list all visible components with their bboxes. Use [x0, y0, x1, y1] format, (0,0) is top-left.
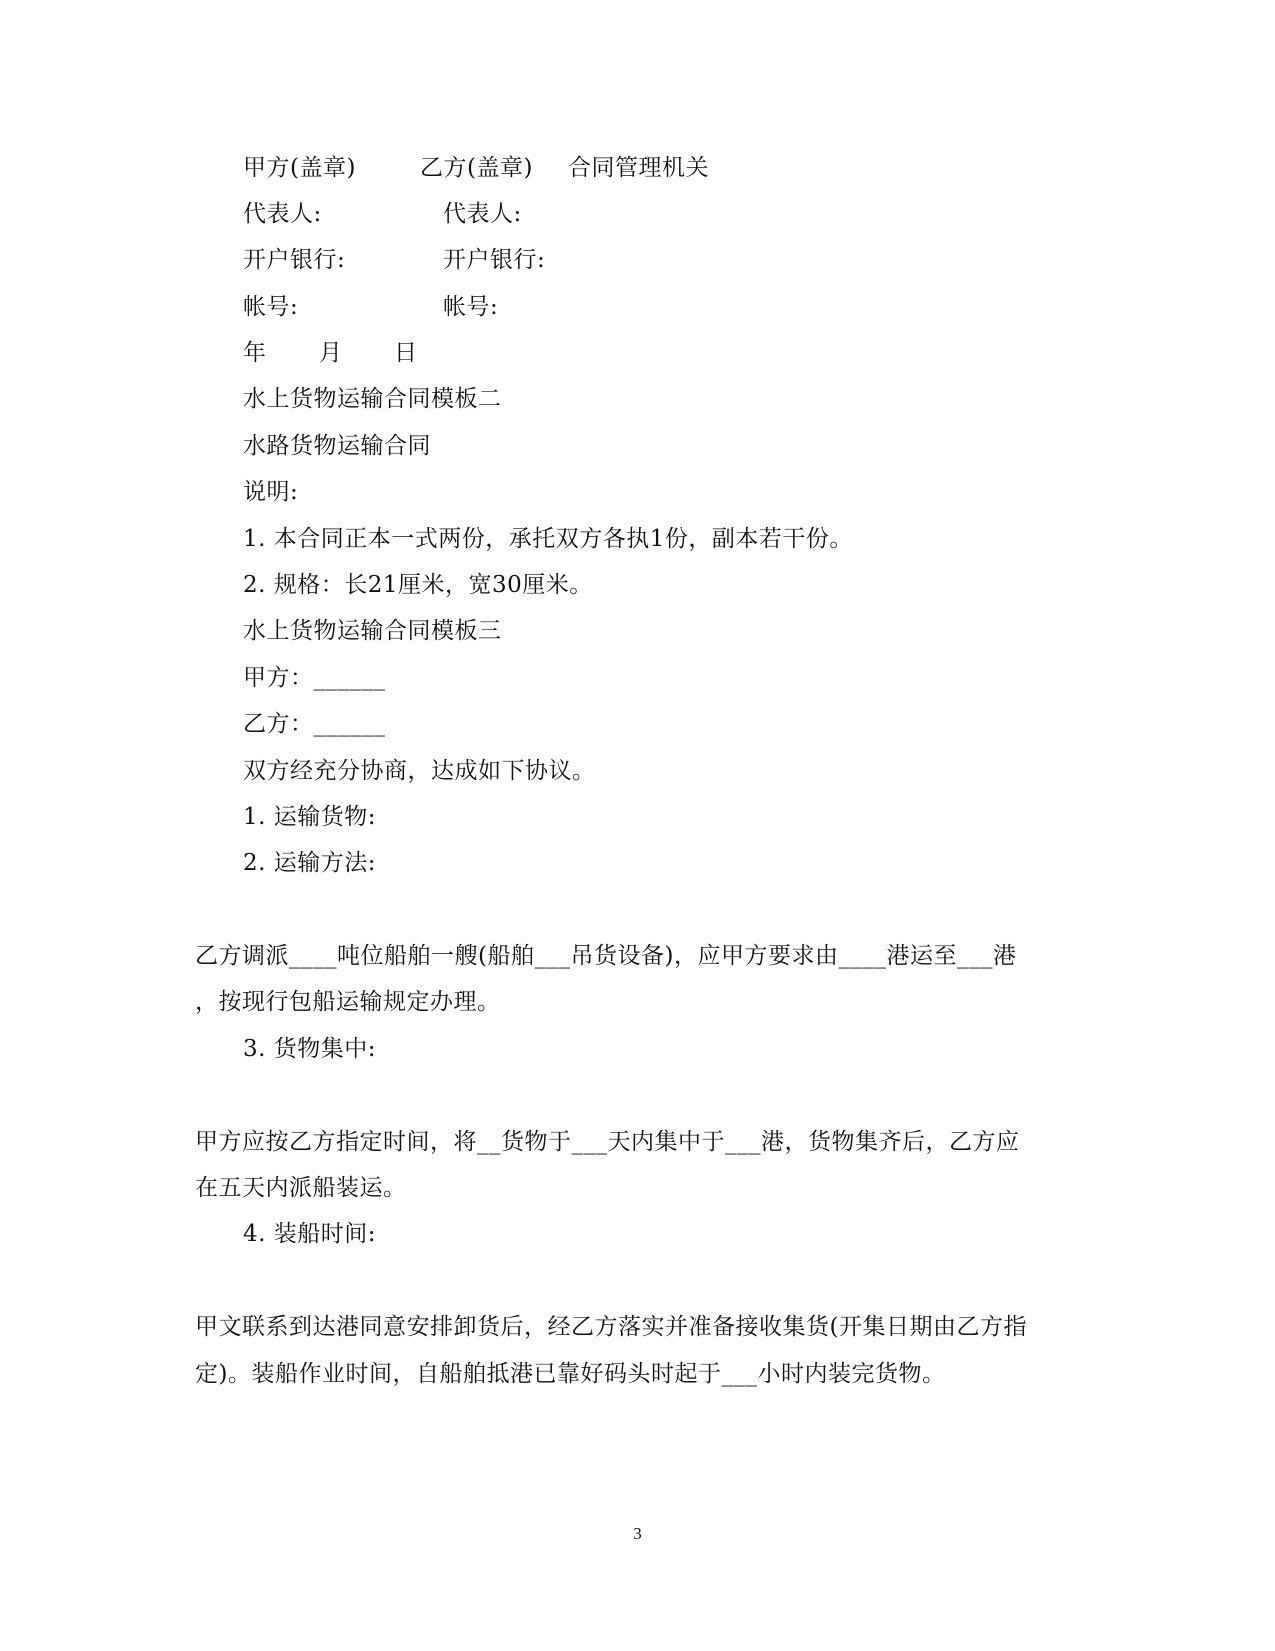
clause-1-heading: 1. 运输货物: — [243, 804, 377, 830]
clause-4-text-line-2: 定)。装船作业时间，自船舶抵港已靠好码头时起于___小时内装完货物。 — [195, 1361, 946, 1387]
template3-heading: 水上货物运输合同模板三 — [243, 618, 502, 644]
bank-b-label: 开户银行: — [443, 247, 546, 273]
note-1: 1. 本合同正本一式两份，承托双方各执1份，副本若干份。 — [243, 526, 853, 552]
template2-heading: 水上货物运输合同模板二 — [243, 386, 502, 412]
clause-2-text-line-2: ，按现行包船运输规定办理。 — [195, 989, 501, 1015]
clause-3-heading: 3. 货物集中: — [243, 1036, 377, 1062]
agreement-intro: 双方经充分协商，达成如下协议。 — [243, 758, 596, 784]
party-a-seal: 甲方(盖章) — [243, 155, 356, 181]
clause-3-text-line-1: 甲方应按乙方指定时间，将__货物于___天内集中于___港，货物集齐后，乙方应 — [195, 1129, 1020, 1155]
clause-2-text-line-1: 乙方调派____吨位船舶一艘(船舶___吊货设备)，应甲方要求由____港运至___港 — [195, 943, 1017, 969]
bank-a-label: 开户银行: — [243, 247, 346, 273]
contract-authority: 合同管理机关 — [568, 155, 709, 181]
note-2: 2. 规格：长21厘米，宽30厘米。 — [243, 572, 593, 598]
account-b-label: 帐号: — [443, 294, 499, 320]
clause-4-text-line-1: 甲文联系到达港同意安排卸货后，经乙方落实并准备接收集货(开集日期由乙方指 — [195, 1314, 1027, 1340]
notes-label: 说明: — [243, 479, 299, 505]
page-number: 3 — [633, 1524, 642, 1543]
clause-2-heading: 2. 运输方法: — [243, 850, 377, 876]
clause-3-text-line-2: 在五天内派船装运。 — [195, 1175, 407, 1201]
representative-a-label: 代表人: — [243, 201, 322, 227]
party-b-line: 乙方：______ — [243, 711, 386, 737]
account-a-label: 帐号: — [243, 294, 299, 320]
date-month: 月 — [319, 340, 343, 366]
template2-title: 水路货物运输合同 — [243, 433, 431, 459]
date-year: 年 — [243, 340, 267, 366]
date-day: 日 — [394, 340, 418, 366]
party-b-seal: 乙方(盖章) — [420, 155, 533, 181]
party-a-line: 甲方：______ — [243, 665, 386, 691]
representative-b-label: 代表人: — [443, 201, 522, 227]
clause-4-heading: 4. 装船时间: — [243, 1221, 377, 1247]
